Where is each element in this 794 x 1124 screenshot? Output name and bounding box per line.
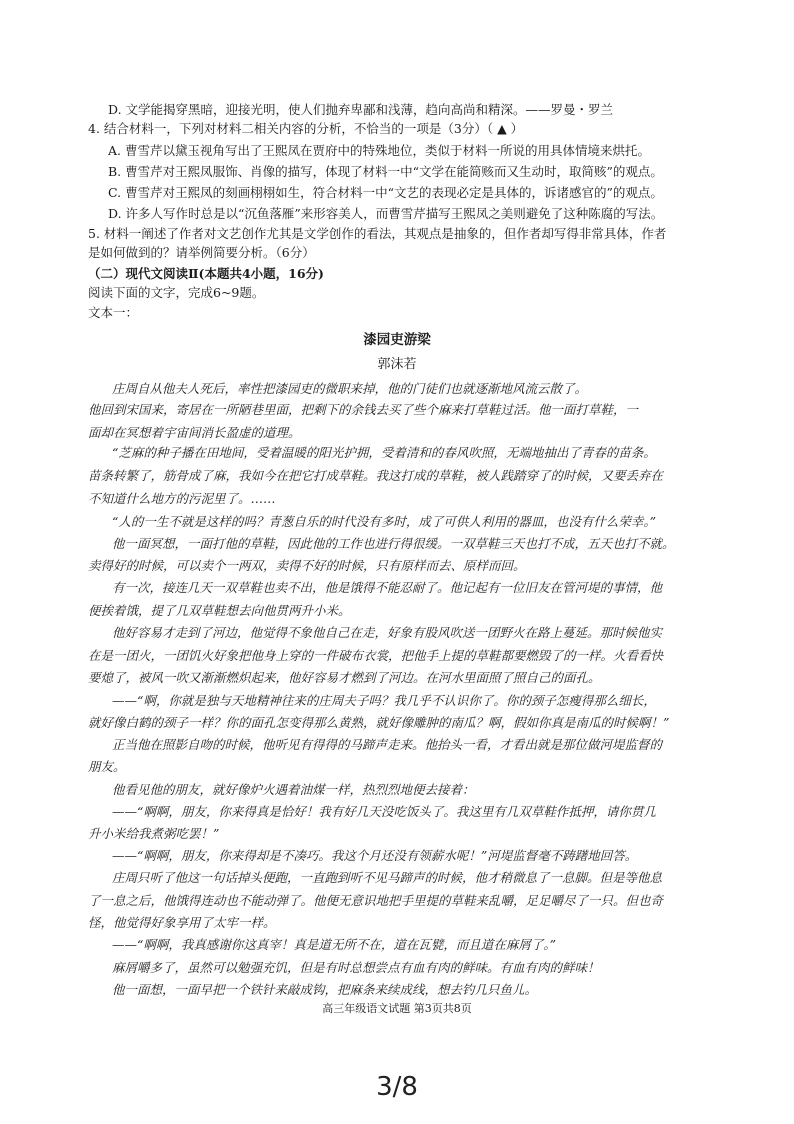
article-line: 卖得好的时候，可以卖个一两双，卖得不好的时候，只有原样而去、原样而回。 bbox=[88, 558, 526, 573]
article-line: 升小米给我煮粥吃罢！” bbox=[88, 826, 220, 841]
article-line: 他一面冥想，一面打他的草鞋，因此他的工作也进行得很缓。一双草鞋三天也打不成，五天也打不就。 bbox=[112, 536, 675, 551]
question-line: 4. 结合材料一，下列对材料二相关内容的分析，不恰当的一项是（3分）（ ▲ ） bbox=[88, 121, 524, 136]
article-line: “人的一生不就是这样的吗？青葱自乐的时代没有多时，成了可供人利用的器皿，也没有什么荣幸。” bbox=[112, 514, 657, 529]
question-line: 文本一： bbox=[88, 305, 139, 320]
article-line: 就好像白鹤的颈子一样？你的面孔怎变得那么黄熟，就好像雕肿的南瓜？啊，假如你真是南瓜的时候啊！” bbox=[88, 715, 670, 730]
article-line: 他回到宋国来，寄居在一所陋巷里面，把剩下的余钱去买了些个麻来打草鞋过活。他一面打草鞋，一 bbox=[88, 402, 639, 417]
article-line: 不知道什么地方的污泥里了。…… bbox=[88, 491, 276, 506]
question-line: 5. 材料一阐述了作者对文艺创作尤其是文学创作的看法，其观点是抽象的，但作者却写得非常具体，作者 bbox=[88, 226, 667, 241]
article-line: ——“啊啊，朋友，你来得真是恰好！我有好几天没吃饭头了。我这里有几双草鞋作抵押，请你贯几 bbox=[112, 804, 656, 819]
question-line: C. 曹雪芹对王熙凤的刻画栩栩如生，符合材料一中“文艺的表现必定是具体的，诉诸感官的”的观点。 bbox=[108, 185, 663, 200]
article-line: ——“啊啊，朋友，你来得却是不凑巧。我这个月还没有领薪水呢！”河堤监督毫不踌躇地回答。 bbox=[112, 848, 638, 863]
article-line: “芝麻的种子播在田地间，受着温暖的阳光护拥，受着清和的春风吹照，无端地抽出了青春的苗条。 bbox=[112, 445, 656, 460]
question-line: 阅读下面的文字，完成6~9题。 bbox=[88, 285, 265, 300]
question-line: 是如何做到的？请举例简要分析。（6分） bbox=[88, 245, 315, 260]
article-line: 朋友。 bbox=[88, 759, 126, 774]
article-line: 便挨着饿，提了几双草鞋想去向他贯两升小米。 bbox=[88, 603, 351, 618]
article-line: ——“啊，你就是独与天地精神往来的庄周夫子吗？我几乎不认识你了。你的颈子怎瘦得那么细长， bbox=[112, 693, 656, 708]
article-line: 庄周自从他夫人死后，率性把漆园吏的微职来掉，他的门徒们也就逐渐地风流云散了。 bbox=[112, 381, 588, 396]
article-line: 麻屑嚼多了，虽然可以勉强充饥，但是有时总想尝点有血有肉的鲜味。有血有肉的鲜味！ bbox=[112, 960, 600, 975]
article-line: 他看见他的朋友，就好像炉火遇着油煤一样，热烈烈地便去接着： bbox=[112, 782, 475, 797]
article-author: 郭沫若 bbox=[377, 357, 417, 372]
article-line: 在是一团火，一团饥火好象把他身上穿的一件破布衣裳，把他手上提的草鞋都要燃毁了的一样。火看看快 bbox=[88, 648, 664, 663]
question-line: B. 曹雪芹对王熙凤服饰、肖像的描写，体现了材料一中“文学在能简赅而又生动时，取简赅”的观点。 bbox=[108, 164, 663, 179]
article-line: 苗条转繁了，筋骨成了麻，我如今在把它打成草鞋。我这打成的草鞋，被人践踏穿了的时候，又要丢弃在 bbox=[88, 468, 664, 483]
article-line: ——“啊啊，我真感谢你这真宰！真是道无所不在，道在瓦甓，而且道在麻屑了。” bbox=[112, 937, 557, 952]
article-line: 他好容易才走到了河边，他觉得不象他自己在走，好象有股风吹送一团野火在路上蔓延。那时候他实 bbox=[112, 625, 663, 640]
question-line: D. 文学能揭穿黑暗，迎接光明，使人们抛弃卑鄙和浅薄，趋向高尚和精深。——罗曼・罗兰 bbox=[108, 102, 614, 117]
article-line: 要熄了，被风一吹又渐渐燃炽起来，他好容易才燃到了河边。在河水里面照了照自己的面孔。 bbox=[88, 670, 601, 685]
article-line: 他一面想，一面早把一个铁针来敲成钩，把麻条来续成线，想去钓几只鱼儿。 bbox=[112, 982, 538, 997]
article-line: 了一息之后，他饿得连动也不能动弹了。他便无意识地把手里提的草鞋来乱嚼，足足嚼尽了一只。但也奇 bbox=[88, 893, 664, 908]
article-line: 正当他在照影自吻的时候，他听见有得得的马蹄声走来。他抬头一看，才看出就是那位做河堤监督的 bbox=[112, 737, 663, 752]
article-line: 怪，他觉得好象享用了太牢一样。 bbox=[88, 915, 276, 930]
article-title: 漆园吏游梁 bbox=[363, 332, 431, 348]
article-line: 面却在冥想着宇宙间消长盈虚的道理。 bbox=[88, 425, 301, 440]
question-line: A. 曹雪芹以黛玉视角写出了王熙凤在贾府中的特殊地位，类似于材料一所说的用具体情境来烘托。 bbox=[108, 143, 650, 158]
page-indicator: 3/8 bbox=[376, 1072, 418, 1102]
page-footer: 高三年级语文试题 第3页共8页 bbox=[322, 1002, 472, 1015]
article-line: 有一次，接连几天一双草鞋也卖不出，他是饿得不能忍耐了。他记起有一位旧友在管河堤的事情，他 bbox=[112, 580, 663, 595]
question-line: D. 许多人写作时总是以“沉鱼落雁”来形容美人，而曹雪芹描写王熙凤之美则避免了这种陈腐的写法。 bbox=[108, 206, 664, 221]
article-line: 庄周只听了他这一句话掉头便跑，一直跑到听不见马蹄声的时候，他才稍微息了一息脚。但是等他息 bbox=[112, 870, 663, 885]
question-line: （二）现代文阅读Ⅱ(本题共4小题，16分) bbox=[88, 266, 324, 281]
